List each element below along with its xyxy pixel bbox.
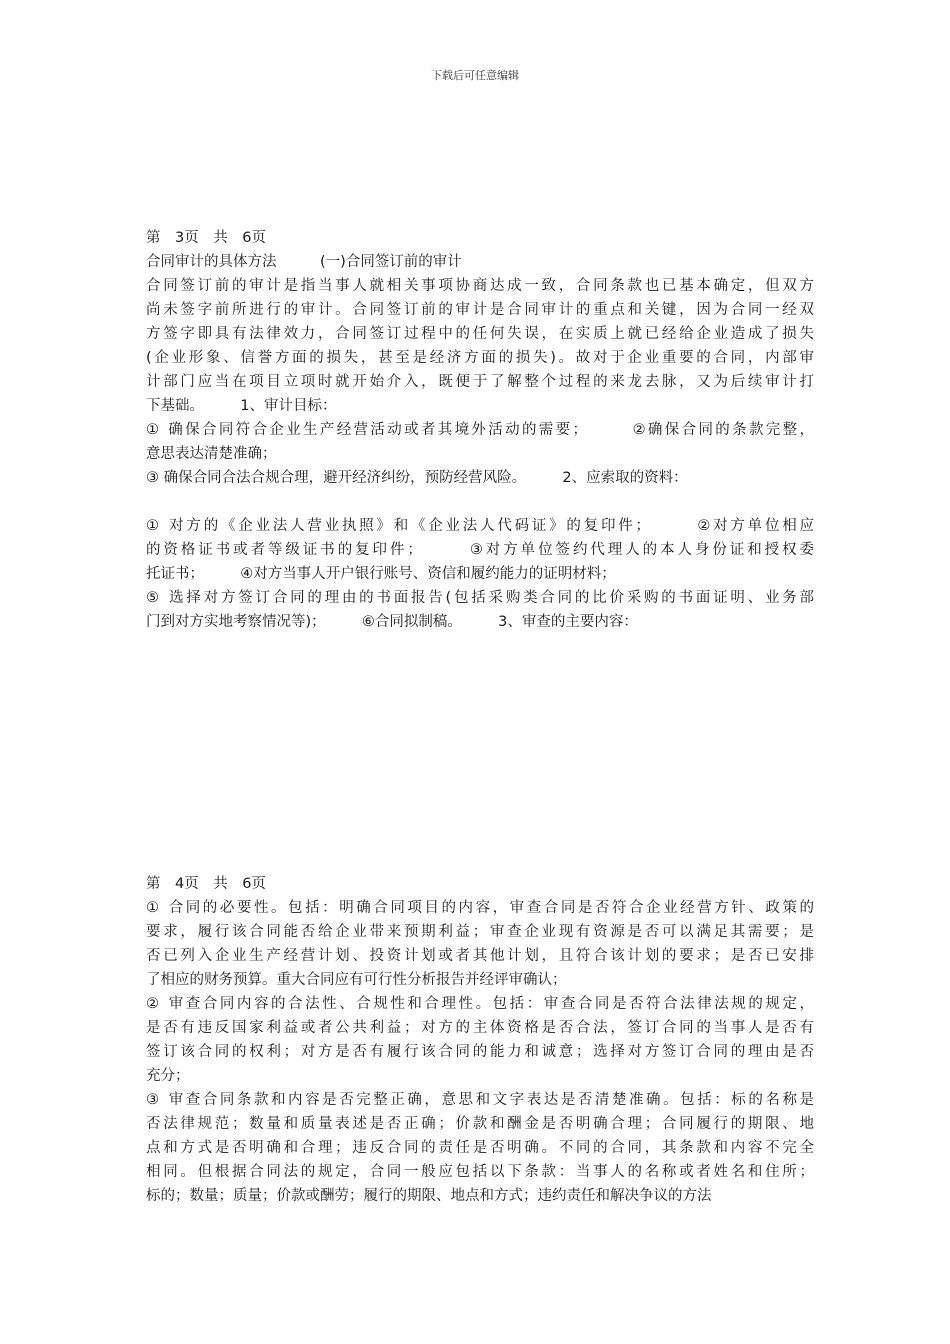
page-number-label: 第 3页 共 6页 [146, 230, 266, 246]
text-line: ① 确保合同符合企业生产经营活动或者其境外活动的需要； ②确保合同的条款完整， [146, 422, 814, 438]
page-4-section [146, 872, 814, 1208]
text-line: 否法律规范；数量和质量表述是否正确；价款和酬金是否明确合理；合同履行的期限、地 [146, 1116, 814, 1132]
text-line: 门到对方实地考察情况等)； ⑥合同拟制稿。 3、审查的主要内容： [146, 614, 638, 630]
text-line: 要求，履行该合同能否给企业带来预期利益；审查企业现有资源是否可以满足其需要；是 [146, 924, 814, 940]
text-line: 充分； [146, 1068, 190, 1084]
text-line: 了相应的财务预算。重大合同应有可行性分析报告并经评审确认； [146, 972, 567, 988]
text-line: ③ 确保合同合法合规合理，避开经济纠纷，预防经营风险。 2、应索取的资料： [146, 470, 688, 486]
page-3-section [146, 226, 814, 634]
text-line: 尚未签字前所进行的审计。合同签订前的审计是合同审计的重点和关键，因为合同一经双 [146, 302, 814, 318]
text-line: 意思表达清楚准确； [146, 446, 277, 462]
text-line: 托证书； ④对方当事人开户银行账号、资信和履约能力的证明材料； [146, 566, 616, 582]
text-line: (企业形象、信誉方面的损失，甚至是经济方面的损失)。故对于企业重要的合同，内部审 [146, 350, 814, 366]
text-line: 标的；数量；质量；价款或酬劳；履行的期限、地点和方式；违约责任和解决争议的方法 [146, 1188, 712, 1204]
text-line: 签订该合同的权利；对方是否有履行该合同的能力和诚意；选择对方签订合同的理由是否 [146, 1044, 814, 1060]
text-line: 合同签订前的审计是指当事人就相关事项协商达成一致，合同条款也已基本确定，但双方 [146, 278, 814, 294]
page-4-body [146, 896, 814, 1208]
text-line: ⑤ 选择对方签订合同的理由的书面报告(包括采购类合同的比价采购的书面证明、业务部 [146, 590, 814, 606]
text-line: 下基础。 1、审计目标： [146, 398, 337, 414]
page-3-body [146, 250, 814, 634]
text-line: ① 对方的《企业法人营业执照》和《企业法人代码证》的复印件； ②对方单位相应 [146, 518, 814, 534]
text-line: 的资格证书或者等级证书的复印件； ③对方单位签约代理人的本人身份证和授权委 [146, 542, 814, 558]
text-line: 相同。但根据合同法的规定，合同一般应包括以下条款：当事人的名称或者姓名和住所； [146, 1164, 814, 1180]
text-line: 计部门应当在项目立项时就开始介入，既便于了解整个过程的来龙去脉，又为后续审计打 [146, 374, 814, 390]
text-line: 方签字即具有法律效力，合同签订过程中的任何失误，在实质上就已经给企业造成了损失 [146, 326, 814, 342]
text-line: 合同审计的具体方法 (一)合同签订前的审计 [146, 254, 462, 270]
text-line: ② 审查合同内容的合法性、合规性和合理性。包括：审查合同是否符合法律法规的规定， [146, 996, 814, 1012]
page-number-label: 第 4页 共 6页 [146, 876, 266, 892]
text-line: ① 合同的必要性。包括：明确合同项目的内容，审查合同是否符合企业经营方针、政策的 [146, 900, 814, 916]
text-line: 否已列入企业生产经营计划、投资计划或者其他计划，且符合该计划的要求；是否已安排 [146, 948, 814, 964]
text-line: ③ 审查合同条款和内容是否完整正确，意思和文字表达是否清楚准确。包括：标的名称是 [146, 1092, 814, 1108]
text-line [146, 490, 814, 514]
text-line: 是否有违反国家利益或者公共利益；对方的主体资格是否合法，签订合同的当事人是否有 [146, 1020, 814, 1036]
page-header: 下载后可任意编辑 [431, 69, 519, 82]
text-line: 点和方式是否明确和合理；违反合同的责任是否明确。不同的合同，其条款和内容不完全 [146, 1140, 814, 1156]
